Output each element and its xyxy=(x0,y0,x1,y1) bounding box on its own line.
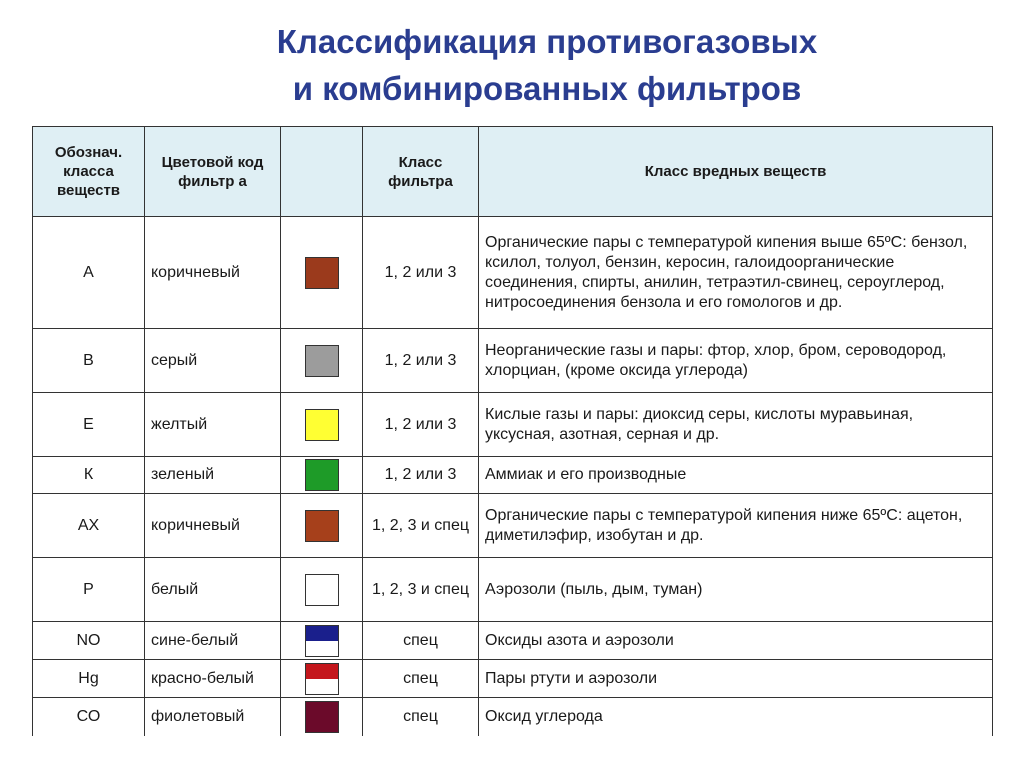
color-swatch xyxy=(305,257,339,289)
cell-description: Пары ртути и аэрозоли xyxy=(479,660,993,698)
cell-color-name: коричневый xyxy=(145,217,281,329)
title-line-2: и комбинированных фильтров xyxy=(292,70,802,107)
cell-code: Е xyxy=(33,393,145,457)
cell-code: К xyxy=(33,457,145,494)
cell-description: Неорганические газы и пары: фтор, хлор, бром, сероводород, хлорциан, (кроме оксида углерода) xyxy=(479,329,993,393)
cell-color-name: зеленый xyxy=(145,457,281,494)
cell-swatch xyxy=(281,457,363,494)
color-swatch xyxy=(305,574,339,606)
header-filter-class: Класс фильтра xyxy=(363,127,479,217)
swatch-bottom xyxy=(306,679,338,693)
cell-filter-class: 1, 2 или 3 xyxy=(363,329,479,393)
swatch-top xyxy=(306,626,338,642)
cell-color-name: сине-белый xyxy=(145,622,281,660)
swatch-bottom xyxy=(306,641,338,655)
cell-color-name: желтый xyxy=(145,393,281,457)
cell-code: СО xyxy=(33,698,145,736)
color-swatch xyxy=(305,701,339,733)
color-swatch xyxy=(305,409,339,441)
cell-filter-class: 1, 2 или 3 xyxy=(363,457,479,494)
cell-swatch xyxy=(281,698,363,736)
table-row xyxy=(33,622,993,660)
table-row xyxy=(33,494,993,558)
cell-swatch xyxy=(281,558,363,622)
color-swatch xyxy=(305,510,339,542)
cell-swatch xyxy=(281,217,363,329)
cell-filter-class: 1, 2 или 3 xyxy=(363,217,479,329)
cell-filter-class: спец xyxy=(363,660,479,698)
cell-code: В xyxy=(33,329,145,393)
header-code: Обознач. класса веществ xyxy=(33,127,145,217)
header-substances: Класс вредных веществ xyxy=(479,127,993,217)
cell-description: Оксиды азота и аэрозоли xyxy=(479,622,993,660)
cell-description: Оксид углерода xyxy=(479,698,993,736)
table-header-row xyxy=(33,127,993,217)
cell-code: Р xyxy=(33,558,145,622)
cell-filter-class: спец xyxy=(363,698,479,736)
cell-filter-class: 1, 2, 3 и спец xyxy=(363,494,479,558)
cell-filter-class: спец xyxy=(363,622,479,660)
cell-description: Аэрозоли (пыль, дым, туман) xyxy=(479,558,993,622)
cell-code: АХ xyxy=(33,494,145,558)
header-color-code: Цветовой код фильтр а xyxy=(145,127,281,217)
filter-classification-table xyxy=(32,126,993,736)
cell-filter-class: 1, 2, 3 и спец xyxy=(363,558,479,622)
cell-swatch xyxy=(281,622,363,660)
cell-filter-class: 1, 2 или 3 xyxy=(363,393,479,457)
cell-code: NO xyxy=(33,622,145,660)
cell-code: А xyxy=(33,217,145,329)
cell-color-name: красно-белый xyxy=(145,660,281,698)
cell-code: Hg xyxy=(33,660,145,698)
cell-description: Органические пары с температурой кипения ниже 65ºС: ацетон, диметилэфир, изобутан и др. xyxy=(479,494,993,558)
color-swatch xyxy=(305,663,339,695)
table-row xyxy=(33,393,993,457)
cell-color-name: коричневый xyxy=(145,494,281,558)
page-title xyxy=(0,18,1024,112)
table-row xyxy=(33,558,993,622)
table-row xyxy=(33,698,993,736)
cell-swatch xyxy=(281,329,363,393)
cell-description: Кислые газы и пары: диоксид серы, кислоты муравьиная, уксусная, азотная, серная и др. xyxy=(479,393,993,457)
cell-color-name: серый xyxy=(145,329,281,393)
cell-swatch xyxy=(281,660,363,698)
color-swatch xyxy=(305,459,339,491)
cell-color-name: фиолетовый xyxy=(145,698,281,736)
cell-swatch xyxy=(281,393,363,457)
header-swatch xyxy=(281,127,363,217)
swatch-top xyxy=(306,664,338,680)
table-row xyxy=(33,660,993,698)
cell-description: Аммиак и его производные xyxy=(479,457,993,494)
table-row xyxy=(33,329,993,393)
title-line-1: Классификация противогазовых xyxy=(276,23,818,60)
cell-description: Органические пары с температурой кипения выше 65ºС: бензол, ксилол, толуол, бензин, керосин, галоидоорганические соединения, спирты, анилин, тетраэтил-свинец, сероуглерод, нитросоединения бензола и его гомологов и др. xyxy=(479,217,993,329)
table-row xyxy=(33,457,993,494)
color-swatch xyxy=(305,345,339,377)
cell-color-name: белый xyxy=(145,558,281,622)
table-row xyxy=(33,217,993,329)
cell-swatch xyxy=(281,494,363,558)
color-swatch xyxy=(305,625,339,657)
